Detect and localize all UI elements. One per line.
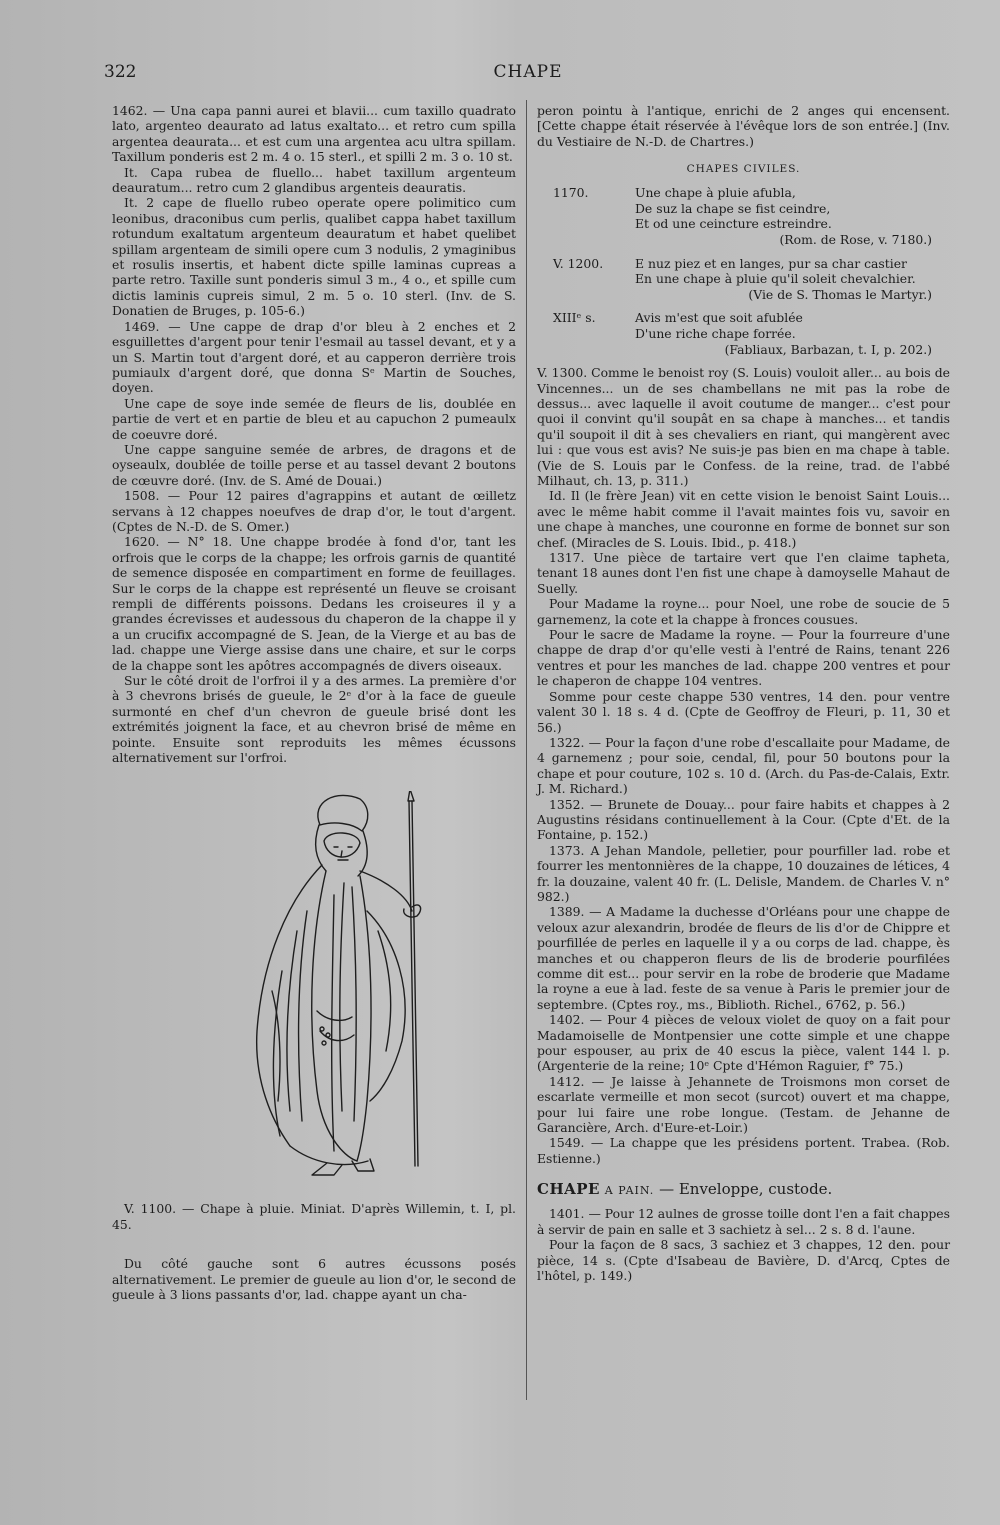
entry-1401-item-2: Pour la façon de 8 sacs, 3 sachiez et 3 chappes, 12 den. pour pièce, 14 s. (Cpte d'Isabeau de Bavière, D. d'Arcq, Cptes de l'hôtel, p. 149.) xyxy=(537,1237,950,1283)
section-subheading: CHAPES CIVILES. xyxy=(686,163,801,176)
verse-1200 xyxy=(537,256,950,303)
article-heading-sc: A PAIN. xyxy=(604,1184,655,1198)
verse-line: En une chape à pluie qu'il soleit chevalchier. xyxy=(635,271,916,287)
entry-1412: 1412. — Je laisse à Jehannete de Troismons mon corset de escarlate vermeille et mon secot (surcot) ouvert et ma chappe, pour lui faire une robe longue. (Testam. de Jehanne de Garancière, Arch. d'Eure-et-Loir.) xyxy=(537,1073,950,1136)
entry-1352: 1352. — Brunete de Douay... pour faire habits et chappes à 2 Augustins résidans continuellement à la Cour. (Cpte d'Et. de la Fontaine, p. 152.) xyxy=(537,796,950,843)
verse-line: Et od une ceincture estreindre. xyxy=(635,216,832,232)
verse-body xyxy=(635,185,950,247)
entry-1389: 1389. — A Madame la duchesse d'Orléans pour une chappe de veloux azur alexandrin, brodée de fleurs de lis d'or de Chippre et pourfillée de perles en laquelle il y a ou corps de lad. chappe, ès manches et ou chapperon fleurs de lis de broderie pourfilées comme dit est... pour servir en la robe de broderie que Madame la royne a eue à lad. feste de sa venue à Paris le premier jour de septembre. (Cptes roy., ms., Biblioth. Richel., 6762, p. 56.) xyxy=(537,904,950,1012)
left-column xyxy=(112,103,516,1303)
article-heading xyxy=(537,1180,950,1198)
article-heading-definition: — Enveloppe, custode. xyxy=(659,1180,833,1199)
verse-1170 xyxy=(537,185,950,247)
entry-1462-item-3: It. 2 cape de fluello rubeo operate opere polimitico cum leonibus, draconibus cum perlis, qualibet cappa habet taxillum rotundum exaltatum argenteum deauratum et habet quelibet spillam argenteam de simili opere cum 3 nodulis, 2 ymaginibus et rosulis insertis, et habent dicte spille laminas cupreas a parte retro. Taxille sunt ponderis simul 3 m., 4 o., et spille cum dictis laminis cupreis simul, 2 m. 5 o. 10 sterl. (Inv. de S. Donatien de Bruges, p. 105-6.) xyxy=(112,195,516,319)
entry-1373: 1373. A Jehan Mandole, pelletier, pour pourfiller lad. robe et fourrer les mentonnières de la chappe, 10 douzaines de létices, 4 fr. la douzaine, valent 40 fr. (L. Delisle, Mandem. de Charles V. n° 982.) xyxy=(537,842,950,904)
entry-1469-item-2: Une cape de soye inde semée de fleurs de lis, doublée en partie de vert et en partie de bleu et au capuchon 2 pumeaulx de coeuvre doré. xyxy=(112,395,516,442)
verse-date: 1170. xyxy=(553,185,589,201)
verse-13th-century xyxy=(537,310,950,357)
verse-line: E nuz piez et en langes, pur sa char castier xyxy=(635,255,907,271)
entry-1620-arms: Sur le côté droit de l'orfroi il y a des armes. La première d'or à 3 chevrons brisés de gueule, le 2ᵉ d'or à la face de gueule surmonté en chef d'un chevron de gueule brisé dont les extrémités joignent la face, et au chevron brisé de même en pointe. Ensuite sont reproduits les mêmes écussons alternativement sur l'orfroi. xyxy=(112,673,516,766)
entry-1317-item-2: Pour Madame la royne... pour Noel, une robe de soucie de 5 garnemenz, la cote et la chappe à fronces cousues. xyxy=(537,596,950,627)
right-column xyxy=(537,103,950,1283)
article-heading-word: CHAPE xyxy=(537,1180,600,1199)
entry-1620-end: peron pointu à l'antique, enrichi de 2 anges qui encensent. [Cette chappe était réservée à l'évêque lors de son entrée.] (Inv. du Vestiaire de N.-D. de Chartres.) xyxy=(537,103,950,149)
figure-engraving xyxy=(112,791,516,1191)
verse-line: De suz la chape se fist ceindre, xyxy=(635,200,831,216)
verse-source: (Vie de S. Thomas le Martyr.) xyxy=(748,286,932,302)
figure-chape-a-pluie xyxy=(112,791,516,1191)
verse-line: D'une riche chape forrée. xyxy=(635,325,796,341)
entry-1300: V. 1300. Comme le benoist roy (S. Louis) vouloit aller... au bois de Vincennes... un de ses chambellans ne mit pas la robe de dessus... avec laquelle il avoit coutume de manger... c'est pour quoi il convint qu'il soupât en sa chape à manches... et tandis qu'il soupoit il dit à ses chevaliers en riant, qui mangèrent avec lui : que vous est avis? Ne suis-je pas bien en ma chape à table. (Vie de S. Louis par le Confess. de la reine, trad. de l'abbé Milhaut, ch. 13, p. 311.) xyxy=(537,365,950,488)
entry-1620: 1620. — N° 18. Une chappe brodée à fond d'or, tant les orfrois que le corps de la chappe; les orfrois garnis de quantité de semence disposée en compartiment en forme de feuillages. Sur le corps de la chappe est représenté un fleuve se croisant rempli de différents poissons. Dedans les croiseures il y a grandes écrevisses et audessous du chaperon de la chappe il y a un crucifix accompagné de S. Jean, de la Vierge et au bas de lad. chappe une Vierge assise dans une chaire, et sur le corps de la chappe sont les apôtres accompagnés de divers oiseaux. xyxy=(112,534,516,673)
verse-body xyxy=(635,310,950,357)
entry-1469-item-3: Une cappe sanguine semée de arbres, de dragons et de oyseaulx, doublée de toille perse et au tassel devant 2 boutons de cœuvre doré. (Inv. de S. Amé de Douai.) xyxy=(112,441,516,488)
entry-1300-id: Id. Il (le frère Jean) vit en cette vision le benoist Saint Louis... avec le même habit comme il l'avait maintes fois vu, savoir en une chape à manches, une couronne en forme de bonnet sur son chef. (Miracles de S. Louis. Ibid., p. 418.) xyxy=(537,488,950,550)
running-head: CHAPE xyxy=(493,62,563,82)
entry-1469: 1469. — Une cappe de drap d'or bleu à 2 enches et 2 esguillettes d'argent pour tenir l'esmail au tassel devant, et y a un S. Martin tout d'argent doré, et au capperon derrière trois pumiaulx d'argent doré, que donna Sᵉ Martin de Souches, doyen. xyxy=(112,318,516,396)
entry-1462-item-2: It. Capa rubea de fluello... habet taxillum argenteum deauratum... retro cum 2 glandibus argenteis deauratis. xyxy=(112,164,516,196)
entry-1317-item-3: Pour le sacre de Madame la royne. — Pour la fourreure d'une chappe de drap d'or qu'elle vesti à l'entré de Rains, tenant 226 ventres et pour les manches de lad. chappe 200 ventres et pour le chaperon de chappe 104 ventres. xyxy=(537,627,950,689)
verse-source: (Fabliaux, Barbazan, t. I, p. 202.) xyxy=(724,341,932,357)
verse-date: XIIIᵉ s. xyxy=(553,310,596,326)
page-header xyxy=(104,62,952,92)
entry-1549: 1549. — La chappe que les présidens portent. Trabea. (Rob. Estienne.) xyxy=(537,1135,950,1166)
page-number: 322 xyxy=(104,62,137,82)
entry-1508: 1508. — Pour 12 paires d'agrappins et autant de œilletz servans à 12 chappes noeufves de drap d'or, le tout d'argent. (Cptes de N.-D. de S. Omer.) xyxy=(112,488,516,534)
verse-line: Une chape à pluie afubla, xyxy=(635,185,796,201)
entry-1402: 1402. — Pour 4 pièces de veloux violet de quoy on a fait pour Madamoiselle de Montpensier une cotte simple et une chappe pour espouser, au prix de 40 escus la pièce, valent 144 l. p. (Argenterie de la reine; 10ᵉ Cpte d'Hémon Raguier, f° 75.) xyxy=(537,1012,950,1074)
verse-date: V. 1200. xyxy=(553,255,604,271)
entry-1317: 1317. Une pièce de tartaire vert que l'en claime tapheta, tenant 18 aunes dont l'en fist une chape à damoyselle Mahaut de Suelly. xyxy=(537,550,950,596)
entry-1620-continued: Du côté gauche sont 6 autres écussons posés alternativement. Le premier de gueule au lion d'or, le second de gueule à 3 lions passants d'or, lad. chappe ayant un cha- xyxy=(112,1256,516,1303)
column-divider xyxy=(526,100,527,1400)
verse-line: Avis m'est que soit afublée xyxy=(635,310,803,326)
entry-1317-item-4: Somme pour ceste chappe 530 ventres, 14 den. pour ventre valent 30 l. 18 s. 4 d. (Cpte de Geoffroy de Fleuri, p. 11, 30 et 56.) xyxy=(537,688,950,735)
entry-1322: 1322. — Pour la façon d'une robe d'escallaite pour Madame, de 4 garnemenz ; pour soie, cendal, fil, pour 50 boutons pour la chape et pour couture, 102 s. 10 d. (Arch. du Pas-de-Calais, Extr. J. M. Richard.) xyxy=(537,734,950,797)
verse-body xyxy=(635,256,950,303)
verse-source: (Rom. de Rose, v. 7180.) xyxy=(779,232,932,247)
entry-1462: 1462. — Una capa panni aurei et blavii... cum taxillo quadrato lato, argenteo deaurato ad latus exaltato... et retro cum spilla argentea deaurata... et est cum una argentea acu ultra spillam. Taxillum ponderis est 2 m. 4 o. 15 sterl., et spilli 2 m. 3 o. 10 st. xyxy=(112,103,516,165)
entry-1401: 1401. — Pour 12 aulnes de grosse toille dont l'en a fait chappes à servir de pain en salle et 3 sachietz à sel... 2 s. 8 d. l'aune. xyxy=(537,1206,950,1237)
figure-caption: V. 1100. — Chape à pluie. Miniat. D'après Willemin, t. I, pl. 45. xyxy=(112,1201,516,1232)
